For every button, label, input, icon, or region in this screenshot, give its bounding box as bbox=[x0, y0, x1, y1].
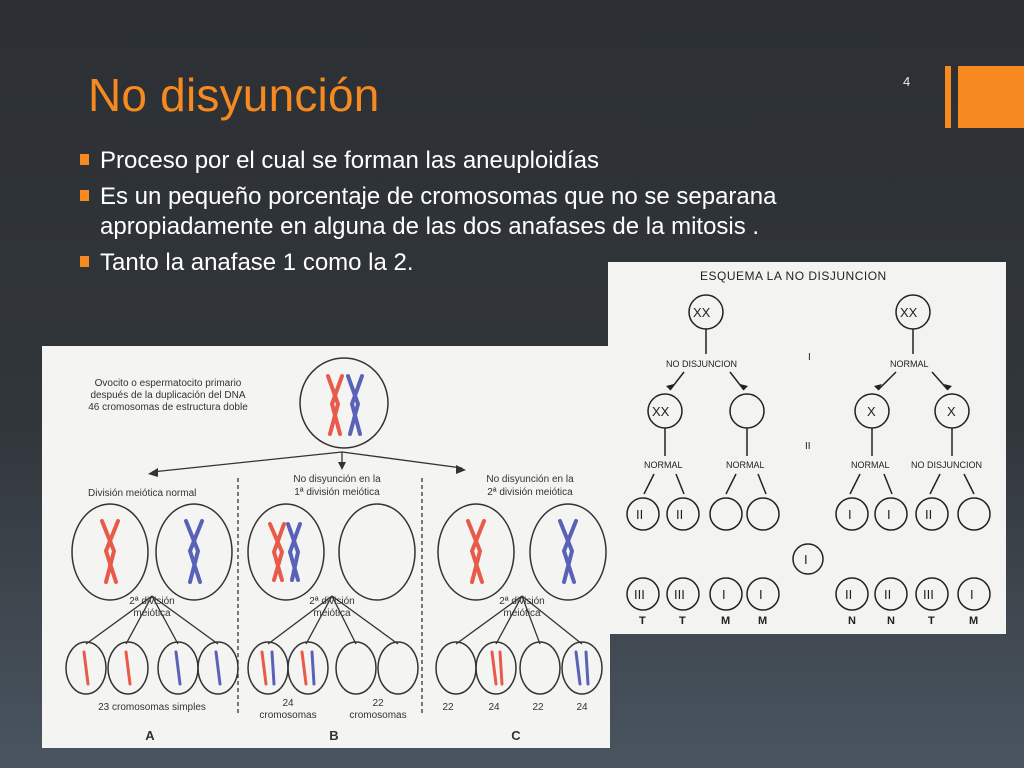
count-label-b: cromosomas bbox=[349, 710, 407, 721]
zygote-label: II bbox=[845, 587, 853, 602]
column-heading-b: No disyunción en la bbox=[293, 474, 381, 485]
slide-number: 4 bbox=[903, 74, 911, 89]
zygote-label: III bbox=[634, 587, 645, 602]
bullet-text: Proceso por el cual se forman las aneuploidías bbox=[100, 147, 599, 174]
zygote-type: M bbox=[969, 615, 979, 627]
zygote-label: I bbox=[722, 587, 726, 602]
bullet-square-icon bbox=[80, 256, 89, 267]
zygote-type: M bbox=[758, 615, 768, 627]
cell-label: XX bbox=[900, 305, 918, 320]
division-label: NORMAL bbox=[726, 460, 765, 470]
meiosis-diagram bbox=[42, 346, 610, 748]
count-label-b: 24 bbox=[282, 698, 294, 709]
count-label-c: 22 bbox=[442, 702, 454, 713]
zygote-label: I bbox=[759, 587, 763, 602]
bullet-text: Es un pequeño porcentaje de cromosomas que no se separana apropiadamente en alguna de las dos anafases de la mitosis . bbox=[100, 183, 777, 240]
division-label: meiótica bbox=[133, 608, 171, 619]
zygote-type: N bbox=[887, 615, 895, 627]
bullet-item bbox=[78, 182, 860, 242]
count-label-b: 22 bbox=[372, 698, 384, 709]
zygote-label: I bbox=[970, 587, 974, 602]
count-label-b: cromosomas bbox=[259, 710, 317, 721]
division-label: 2ª división bbox=[309, 596, 355, 607]
gamete-label: I bbox=[887, 507, 891, 522]
intro-line: 46 cromosomas de estructura doble bbox=[88, 402, 248, 413]
nondisjunction-scheme-figure bbox=[608, 262, 1006, 634]
gamete-label: II bbox=[676, 507, 684, 522]
division-label: 2ª división bbox=[129, 596, 175, 607]
stage-label: I bbox=[808, 352, 811, 363]
zygote-type: T bbox=[679, 615, 686, 627]
column-heading-c: No disyunción en la bbox=[486, 474, 574, 485]
branch-label: NO DISJUNCION bbox=[666, 359, 738, 369]
zygote-type: M bbox=[721, 615, 731, 627]
bullet-square-icon bbox=[80, 154, 89, 165]
zygote-type: T bbox=[639, 615, 646, 627]
gamete-label: II bbox=[925, 507, 933, 522]
zygote-label: II bbox=[884, 587, 892, 602]
zygote-label: III bbox=[923, 587, 934, 602]
division-label: meiótica bbox=[503, 608, 541, 619]
panel-letter: B bbox=[329, 728, 339, 743]
cell-label: XX bbox=[693, 305, 711, 320]
intro-line: después de la duplicación del DNA bbox=[90, 390, 246, 401]
scheme-diagram bbox=[608, 262, 1006, 634]
column-heading-b: 1ª división meiótica bbox=[294, 487, 380, 498]
bullet-text: Tanto la anafase 1 como la 2. bbox=[100, 249, 414, 276]
accent-bar-thin bbox=[945, 66, 951, 128]
cell-label: X bbox=[947, 404, 956, 419]
division-label: NO DISJUNCION bbox=[911, 460, 983, 470]
bullet-square-icon bbox=[80, 190, 89, 201]
scheme-title: ESQUEMA LA NO DISJUNCION bbox=[700, 269, 887, 283]
column-heading-a: División meiótica normal bbox=[88, 488, 197, 499]
accent-bar-thick bbox=[958, 66, 1024, 128]
count-label-c: 24 bbox=[576, 702, 588, 713]
gamete-label: I bbox=[848, 507, 852, 522]
slide-title: No disyunción bbox=[88, 69, 380, 121]
stage-label: II bbox=[805, 441, 811, 452]
panel-letter: C bbox=[511, 728, 521, 743]
division-label: 2ª división bbox=[499, 596, 545, 607]
meiosis-nondisjunction-figure bbox=[42, 346, 610, 748]
count-label-c: 24 bbox=[488, 702, 500, 713]
count-label-c: 22 bbox=[532, 702, 544, 713]
zygote-type: T bbox=[928, 615, 935, 627]
intro-line: Ovocito o espermatocito primario bbox=[94, 378, 242, 389]
count-label-a: 23 cromosomas simples bbox=[98, 702, 206, 713]
panel-letter: A bbox=[145, 728, 155, 743]
cell-label: X bbox=[867, 404, 876, 419]
bullet-item bbox=[78, 146, 878, 176]
zygote-type: N bbox=[848, 615, 856, 627]
egg-label: I bbox=[804, 552, 808, 567]
gamete-label: II bbox=[636, 507, 644, 522]
branch-label: NORMAL bbox=[890, 359, 929, 369]
column-heading-c: 2ª división meiótica bbox=[487, 487, 573, 498]
zygote-label: III bbox=[674, 587, 685, 602]
division-label: NORMAL bbox=[851, 460, 890, 470]
cell-label: XX bbox=[652, 404, 670, 419]
division-label: meiótica bbox=[313, 608, 351, 619]
division-label: NORMAL bbox=[644, 460, 683, 470]
